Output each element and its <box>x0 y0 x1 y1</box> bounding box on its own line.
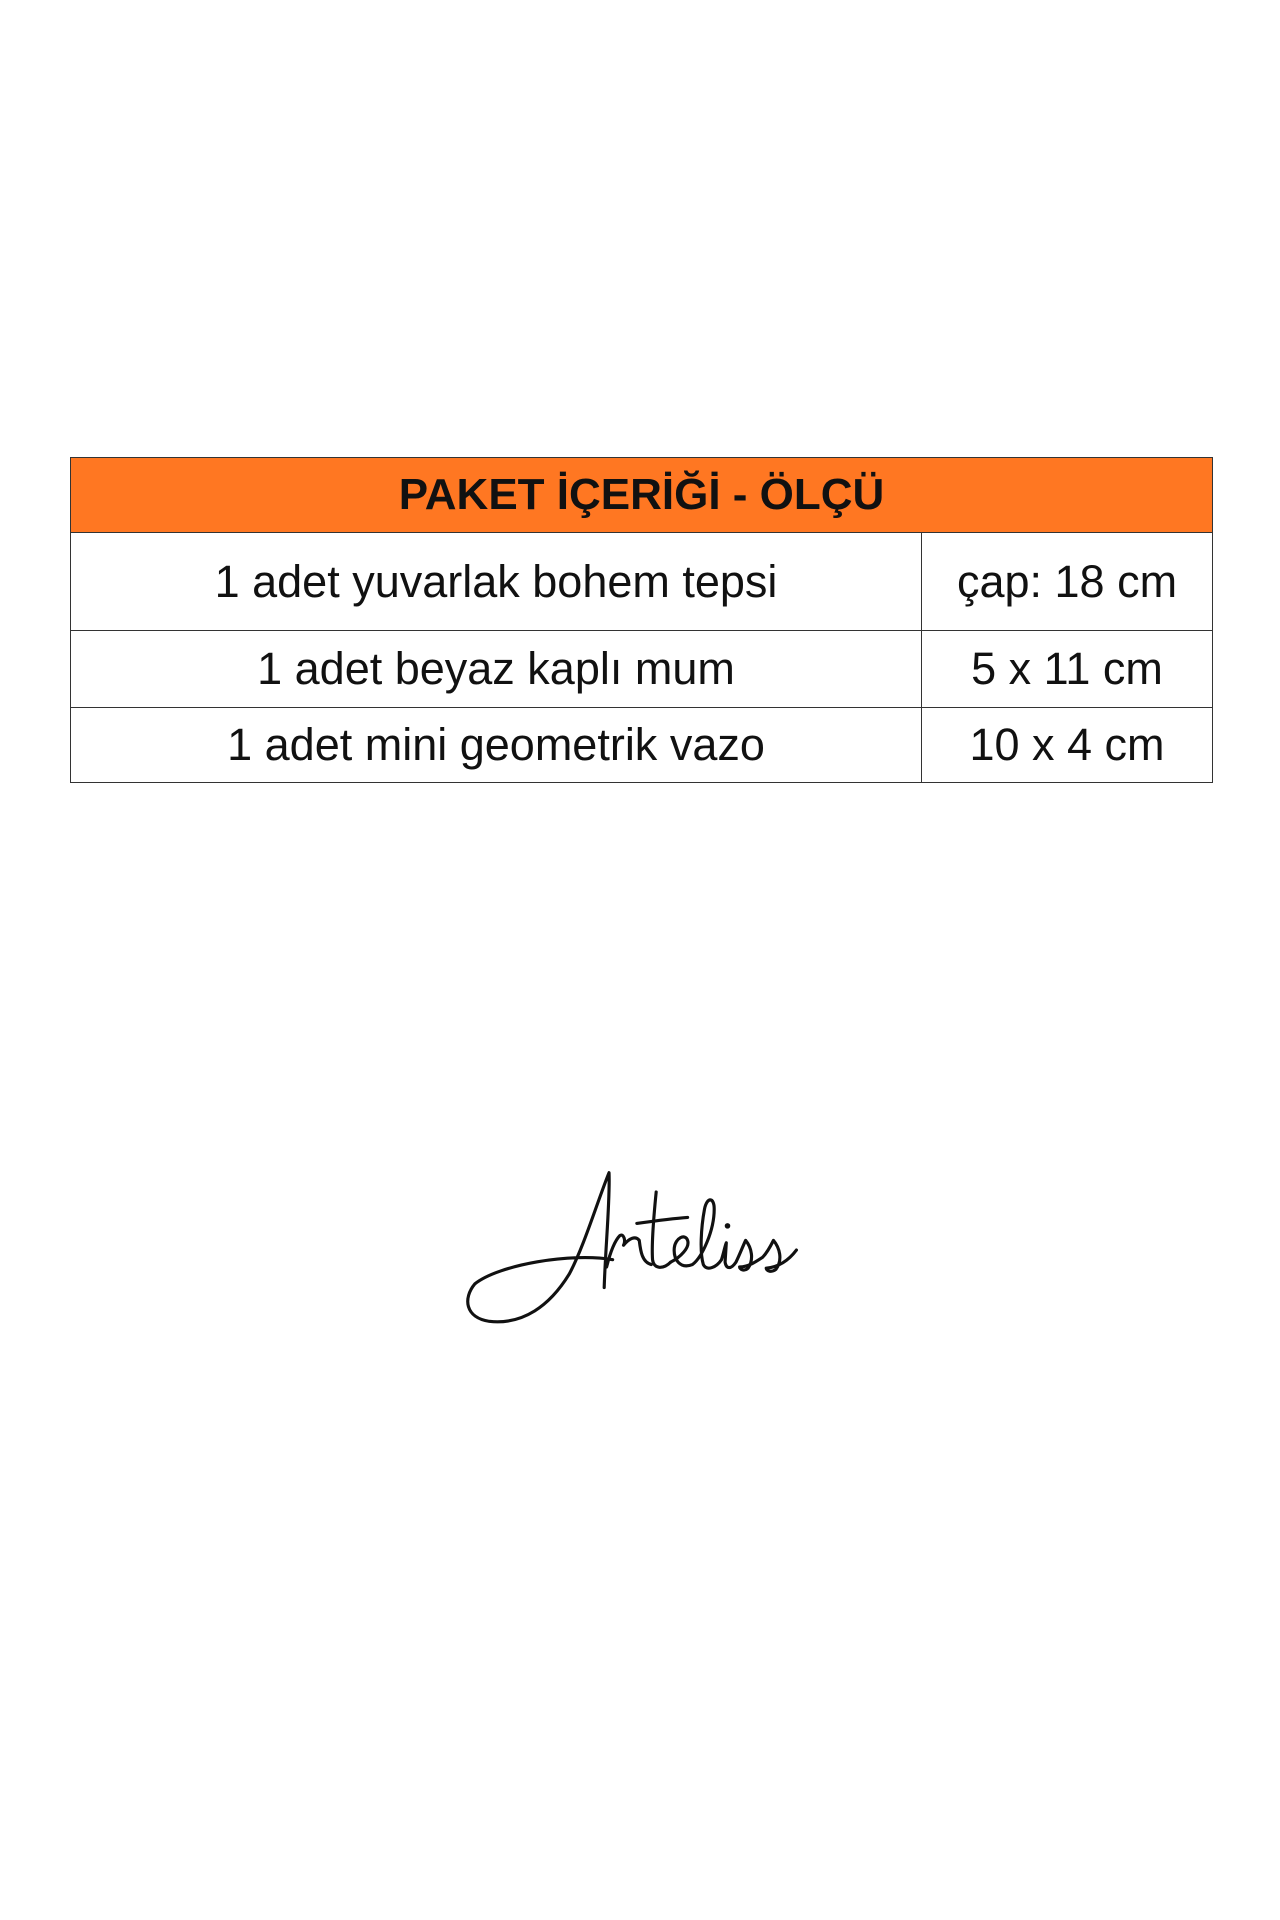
size-cell: 5 x 11 cm <box>922 631 1213 708</box>
item-cell: 1 adet yuvarlak bohem tepsi <box>71 533 922 631</box>
logo-letter-t-stem <box>652 1192 670 1267</box>
script-signature-logo-icon <box>462 1163 802 1325</box>
arteliss-logo <box>462 1163 802 1325</box>
item-cell: 1 adet mini geometrik vazo <box>71 708 922 783</box>
size-cell: 10 x 4 cm <box>922 708 1213 783</box>
item-cell: 1 adet beyaz kaplı mum <box>71 631 922 708</box>
size-cell: çap: 18 cm <box>922 533 1213 631</box>
logo-letter-t-crossbar <box>637 1217 688 1223</box>
logo-letters-eliss-stroke <box>671 1200 797 1271</box>
logo-letter-r-stroke <box>607 1235 652 1267</box>
table-row <box>71 631 1213 708</box>
table-row <box>71 708 1213 783</box>
package-contents-table <box>70 457 1213 783</box>
table-header-row <box>71 458 1213 533</box>
table-row <box>71 533 1213 631</box>
logo-letter-a-stroke <box>468 1173 613 1322</box>
table-header: PAKET İÇERİĞİ - ÖLÇÜ <box>71 458 1213 533</box>
logo-letter-i-dot <box>725 1223 731 1229</box>
